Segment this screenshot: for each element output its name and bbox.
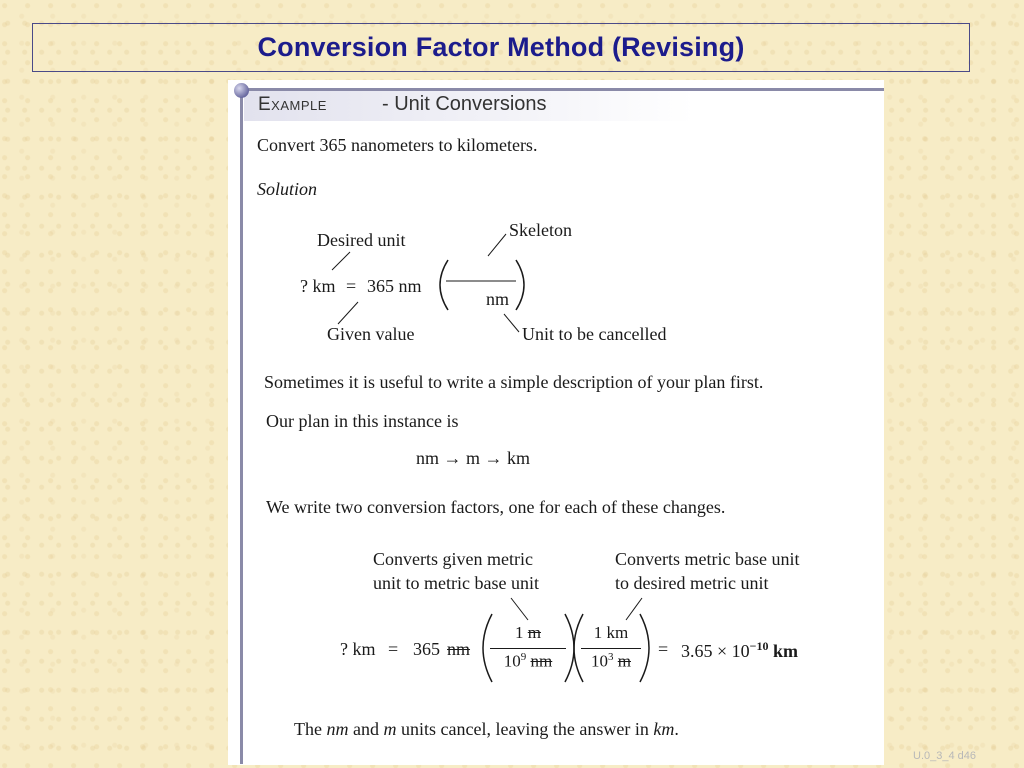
factor1-den-value: 10 (503, 651, 521, 671)
example-label: Example (258, 94, 327, 115)
result-unit: km (773, 641, 799, 661)
plan-path: nm → m → km (416, 448, 531, 468)
skeleton-label: Skeleton (509, 220, 572, 240)
factor2-caption-line2: to desired metric unit (615, 573, 769, 593)
desired-unit-leader (332, 252, 350, 270)
factors-intro: We write two conversion factors, one for each of these changes. (266, 497, 726, 517)
equation-given-value: 365 (413, 639, 440, 659)
factor2-den-unit: m (617, 651, 631, 671)
factor2-caption-line1: Converts metric base unit (615, 549, 800, 569)
given-value-label: Given value (327, 324, 415, 344)
conclusion-mid: and (348, 719, 384, 739)
equation-lhs: ? km (340, 639, 376, 659)
result-exponent: −10 (749, 639, 769, 653)
factor2-right-paren (640, 614, 649, 682)
skeleton-right-paren (516, 260, 524, 310)
solution-label: Solution (257, 179, 318, 199)
slide-title-box (32, 23, 970, 72)
equation-equals2: = (658, 639, 669, 659)
conclusion-km: km (653, 719, 675, 739)
factor2-leader (626, 598, 642, 620)
factor1-caption-line1: Converts given metric (373, 549, 533, 569)
result-value: 3.65 × 10 (681, 641, 750, 661)
equation-equals: = (388, 639, 399, 659)
plan-lead: Our plan in this instance is (266, 411, 459, 431)
problem-text: Convert 365 nanometers to kilometers. (257, 135, 538, 155)
conclusion-end: . (674, 719, 679, 739)
conclusion-pre: The (294, 719, 327, 739)
conclusion-nm: nm (326, 719, 349, 739)
skeleton-given: 365 nm (367, 276, 422, 296)
factor2-numerator: 1 km (593, 623, 629, 642)
cancel-label: Unit to be cancelled (522, 324, 667, 344)
example-title: - Unit Conversions (382, 93, 547, 115)
factor2-left-paren (574, 614, 583, 682)
factor1-num-unit: m (527, 623, 541, 642)
factor1-caption-line2: unit to metric base unit (373, 573, 539, 593)
factor2-den-exp: 3 (608, 651, 614, 663)
skeleton-lhs: ? km (300, 276, 336, 296)
given-value-leader (338, 302, 358, 324)
skeleton-left-paren (440, 260, 448, 310)
skeleton-equals: = (346, 276, 357, 296)
conclusion-post: units cancel, leaving the answer in (396, 719, 654, 739)
example-panel (228, 80, 884, 765)
factor1-num-value: 1 (515, 623, 524, 642)
diagram-lines (228, 80, 884, 765)
factor1-den-exp: 9 (520, 651, 527, 663)
skeleton-leader (488, 234, 506, 256)
factor1-leader (511, 598, 528, 620)
factor1-right-paren (565, 614, 574, 682)
factor2-den-value: 10 (591, 651, 608, 671)
factor1-left-paren (483, 614, 492, 682)
slide-title: Conversion Factor Method (Revising) (257, 32, 745, 62)
cancel-leader (504, 314, 519, 332)
plan-intro: Sometimes it is useful to write a simple description of your plan first. (264, 372, 764, 392)
equation-given-unit: nm (447, 639, 471, 659)
conclusion-m: m (383, 719, 397, 739)
slide-footer: U.0_3_4 d46 (913, 750, 976, 762)
skeleton-denominator: nm (486, 289, 510, 309)
desired-unit-label: Desired unit (317, 230, 406, 250)
factor1-den-unit: nm (530, 651, 553, 671)
